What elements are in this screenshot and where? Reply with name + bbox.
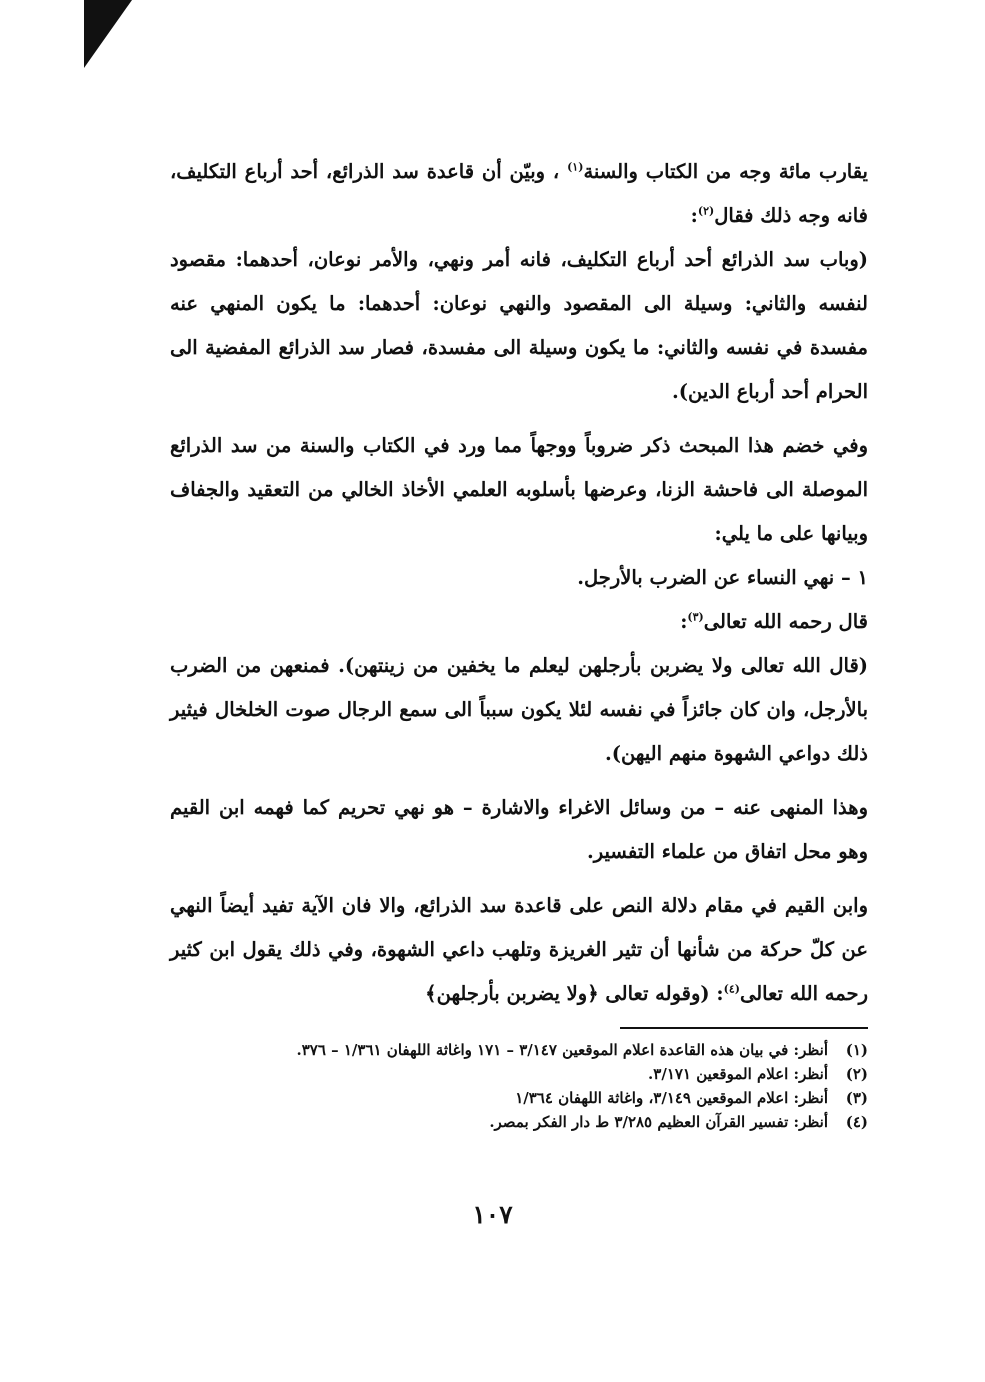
footnote-separator [620,1027,868,1029]
paragraph-5-text-a: قال رحمه الله تعالى [703,610,868,633]
footnote-ref-4: (٤) [723,982,740,996]
paragraph-1-text-b: ، وبيّن أن قاعدة سد الذرائع، أحد أرباع التكليف، فانه وجه ذلك فقال [170,160,868,227]
paragraph-8-text-b: : (وقوله تعالى ﴿ولا يضربن بأرجلهن﴾ [425,982,724,1005]
footnote-2-number: (٢) [845,1065,868,1083]
footnote-1-number: (١) [845,1041,868,1059]
footnotes [170,1038,868,1134]
paragraph-7: وهذا المنهى عنه – من وسائل الاغراء والاشارة – هو نهي تحريم كما فهمه ابن القيم وهو محل اتفاق من علماء التفسير. [170,796,868,863]
paragraph-8-text-a: وابن القيم في مقام دلالة النص على قاعدة سد الذرائع، والا فان الآية تفيد أيضاً النهي عن كلّ حركة من شأنها أن تثير الغريزة وتلهب داعي الشهوة، وفي ذلك يقول ابن كثير رحمه الله تعالى [170,894,868,1005]
footnote-3-number: (٣) [845,1089,868,1107]
paragraph-4: ١ – نهي النساء عن الضرب بالأرجل. [577,566,868,589]
paragraph-5-text-b: : [680,610,688,633]
footnote-3 [170,1086,868,1110]
footnote-2-text: أنظر: اعلام الموقعين ٣/١٧١. [648,1065,828,1083]
footnote-1-text: أنظر: في بيان هذه القاعدة اعلام الموقعين ٣/١٤٧ – ١٧١ واغاثة اللهفان ١/٣٦١ – ٣٧٦. [296,1041,828,1059]
paragraph-6: (قال الله تعالى ولا يضربن بأرجلهن ليعلم ما يخفين من زينتهن). فمنعهن من الضرب بالأرجل، وان كان جائزاً في نفسه لئلا يكون سبباً الى سمع الرجال صوت الخلخال فيثير ذلك دواعي الشهوة منهم اليهن). [170,654,868,765]
footnote-4-number: (٤) [845,1113,868,1131]
footnote-4 [170,1110,868,1134]
paragraph-1 [170,150,868,238]
footnote-4-text: أنظر: تفسير القرآن العظيم ٣/٢٨٥ ط دار الفكر بمصر. [489,1113,828,1131]
paragraph-2: (وباب سد الذرائع أحد أرباع التكليف، فانه أمر ونهي، والأمر نوعان، أحدهما: مقصود لنفسه والثاني: وسيلة الى المقصود والنهي نوعان: أحدهما: ما يكون المنهي عنه مفسدة في نفسه والثاني: ما يكون وسيلة الى مفسدة، فصار سد الذرائع المفضية الى الحرام أحد أرباع الدين). [170,248,868,403]
footnote-ref-1: (١) [567,160,584,174]
paragraph-8 [170,884,868,1016]
footnote-2 [170,1062,868,1086]
footnote-ref-2: (٢) [697,204,715,218]
paragraph-3: وفي خضم هذا المبحث ذكر ضروباً ووجهاً مما ورد في الكتاب والسنة من سد الذرائع الموصلة الى فاحشة الزنا، وعرضها بأسلوبه العلمي الأخاذ الخالي من التعقيد والجفاف وبيانها على ما يلي: [170,434,868,545]
corner-mark [84,0,132,68]
footnote-3-text: أنظر: اعلام الموقعين ٣/١٤٩، واغاثة اللهفان ١/٣٦٤ [515,1089,828,1107]
page-number: ١٠٧ [472,1200,513,1229]
paragraph-5 [170,600,868,644]
page-body [170,150,868,1016]
footnote-1 [170,1038,868,1062]
footnote-ref-3: (٣) [687,610,704,624]
paragraph-1-text-c: : [690,204,698,227]
paragraph-1-text-a: يقارب مائة وجه من الكتاب والسنة [583,160,868,183]
